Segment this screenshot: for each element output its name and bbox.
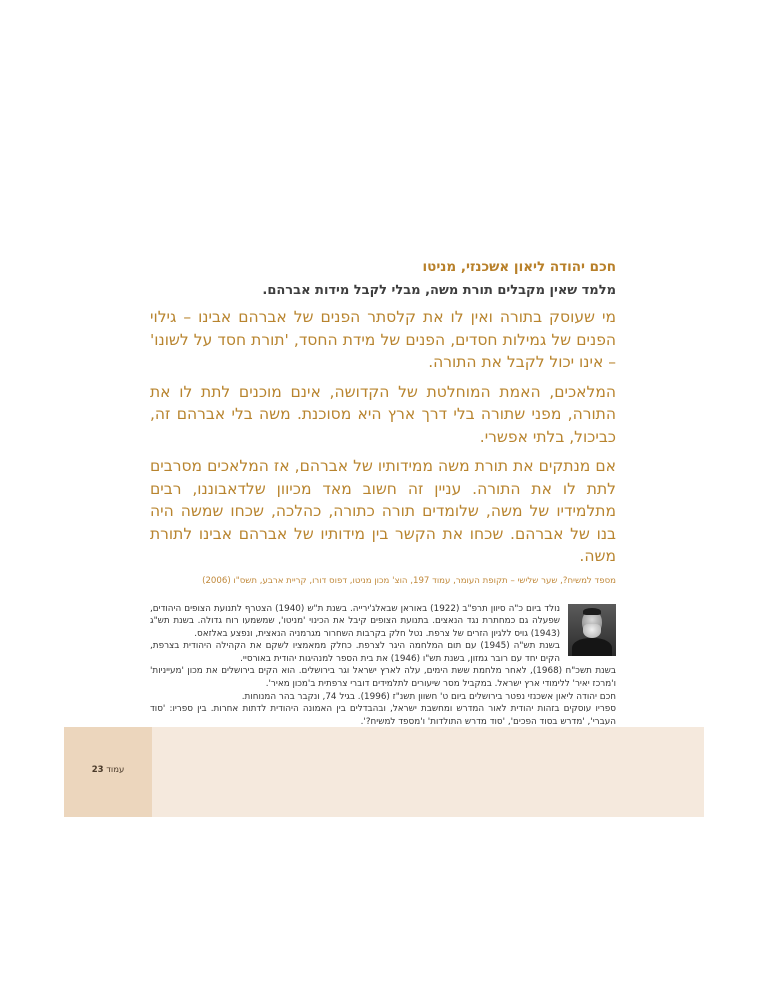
quote-paragraph: מי שעוסק בתורה ואין לו את קלסתר הפנים של אברהם אבינו – גילוי הפנים של גמילות חסדים, הפנים של מידת החסד, 'תורת חסד על לשונו' – אינו יכול לקבל את התורה. bbox=[150, 308, 616, 371]
footer-band bbox=[64, 727, 704, 817]
quote-block bbox=[150, 306, 616, 568]
article-subtitle: מלמד שאין מקבלים תורת משה, מבלי לקבל מידות אברהם. bbox=[262, 283, 616, 298]
bio-paragraph: בשנת תש"ה (1945) עם תום המלחמה היגר לצרפת. כחלק ממאמציו לשקם את הקהילה היהודית בצרפת, הקים יחד עם רובר גמזון, בשנת תש"ו (1946) את בית הספר למנהיגות יהודית באורסיי. bbox=[150, 641, 560, 664]
biography bbox=[150, 603, 616, 729]
article bbox=[150, 258, 616, 728]
page-label: עמוד bbox=[106, 765, 125, 775]
bio-paragraph: נולד ביום כ"ה סיוון תרפ"ב (1922) באוראן שבאלג'ירייה. בשנת ת"ש (1940) הצטרף לתנועת הצופים היהודים, שפעלה גם כמחתרת נגד הנאצים. בתנועת הצופים קיבל את הכינוי 'מניטו', שמשמעו רוח גדולה. בשנת תש"ג (1943) גויס ללגיון הזרים של צרפת. נטל חלק בקרבות השחרור מגרמניה הנאצית, ונפצע באלזאס. bbox=[150, 603, 560, 639]
bio-paragraph: חכם יהודה ליאון אשכנזי נפטר בירושלים ביום ט' חשוון תשנ"ז (1996). בגיל 74, ונקבר בהר המנוחות. bbox=[241, 691, 616, 702]
quote-paragraph: אם מנתקים את תורת משה ממידותיו של אברהם, אז המלאכים מסרבים לתת לו את התורה. עניין זה חשוב מאד מכיוון שלדאבוננו, רבים מתלמידיו של משה, שלומדים תורה כתורה, כהלכה, שכחו שמשה היה בנו של אברהם. שכחו את הקשר בין מידותיו של אברהם אבינו לתורת משה. bbox=[150, 457, 616, 565]
source-citation: מספד למשיח?, שער שלישי – תקופת העומר, עמוד 197, הוצ' מכון מניטו, דפוס דורו, קריית ארבע, תשס"ו (2006) bbox=[202, 575, 616, 586]
page-number-label bbox=[64, 765, 152, 775]
portrait-photo bbox=[568, 604, 616, 656]
footer-page-tab bbox=[64, 727, 152, 817]
quote-paragraph: המלאכים, האמת המוחלטת של הקדושה, אינם מוכנים לתת לו את התורה, מפני שתורה בלי דרך ארץ היא מסוכנת. משה בלי אברהם זה, כביכול, בלתי אפשרי. bbox=[150, 382, 616, 446]
bio-paragraph: בשנת תשכ"ח (1968), לאחר מלחמת ששת הימים, עלה לארץ ישראל וגר בירושלים. הוא הקים בירושלים את מכון 'מעייניות' ו'מרכז יאיר' ללימודי ארץ ישראל. במקביל מסר שיעורים לתלמידים דוברי צרפתית ב'מכון מאיר'. bbox=[150, 666, 616, 690]
bio-paragraph: ספריו עוסקים בזהות יהודית לאור המדרש ומחשבת ישראל, ובהבדלים בין האמונה היהודית לדתות אחרות. בין ספריו: 'סוד העברי', 'מדרש בסוד הפכים', 'סוד מדרש התולדות' ו'מספד למשיח?'. bbox=[150, 704, 616, 727]
page-number: 23 bbox=[91, 765, 104, 775]
author-title: חכם יהודה ליאון אשכנזי, מניטו bbox=[422, 259, 616, 275]
